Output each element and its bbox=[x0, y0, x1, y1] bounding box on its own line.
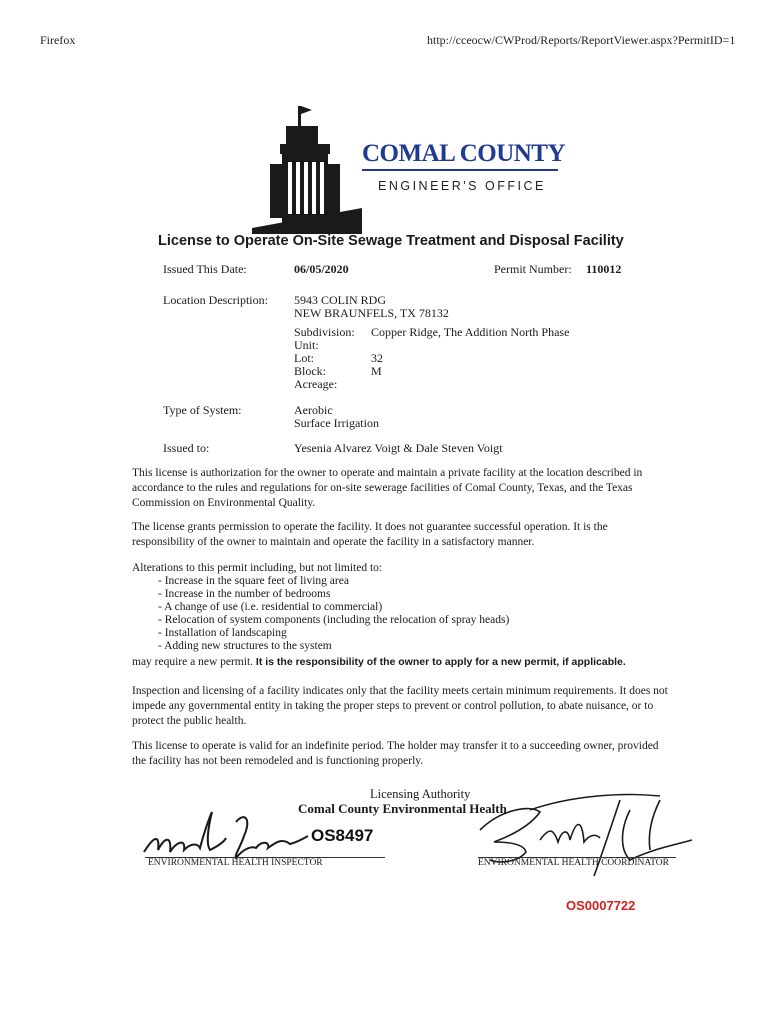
block-label: Block: bbox=[294, 364, 326, 378]
alterations-outro bbox=[132, 656, 626, 669]
issued-date-label: Issued This Date: bbox=[163, 262, 247, 276]
authority-name: Comal County Environmental Health bbox=[298, 801, 507, 816]
authority-label: Licensing Authority bbox=[370, 787, 471, 801]
subdivision-label: Subdivision: bbox=[294, 325, 355, 339]
list-item: - Increase in the number of bedrooms bbox=[158, 588, 331, 600]
alterations-outro-text: may require a new permit. bbox=[132, 656, 254, 668]
subdivision-value: Copper Ridge, The Addition North Phase bbox=[371, 325, 570, 339]
logo-divider bbox=[362, 169, 558, 171]
inspector-code: OS8497 bbox=[311, 826, 374, 845]
permit-number-label: Permit Number: bbox=[494, 262, 572, 276]
permit-number-value: 110012 bbox=[586, 262, 622, 276]
alterations-bold-note: It is the responsibility of the owner to apply for a new permit, if applicable. bbox=[255, 656, 626, 668]
list-item: - Installation of landscaping bbox=[158, 627, 287, 639]
list-item: - A change of use (i.e. residential to commercial) bbox=[158, 601, 383, 613]
address-line-2: NEW BRAUNFELS, TX 78132 bbox=[294, 306, 449, 320]
acreage-label: Acreage: bbox=[294, 377, 338, 391]
paragraph-validity: This license to operate is valid for an indefinite period. The holder may transfer it to a succeeding owner, provided the facility has not been remodeled and is functioning properly. bbox=[132, 740, 659, 767]
system-type-label: Type of System: bbox=[163, 403, 242, 417]
issued-to-label: Issued to: bbox=[163, 441, 210, 455]
inspector-title: ENVIRONMENTAL HEALTH INSPECTOR bbox=[148, 858, 323, 868]
list-item: - Relocation of system components (including the relocation of spray heads) bbox=[158, 614, 510, 626]
list-item: - Adding new structures to the system bbox=[158, 640, 332, 652]
coordinator-title: ENVIRONMENTAL HEALTH COORDINATOR bbox=[478, 858, 669, 868]
logo-subtitle: ENGINEER'S OFFICE bbox=[378, 179, 546, 193]
lot-value: 32 bbox=[371, 351, 383, 365]
unit-label: Unit: bbox=[294, 338, 319, 352]
document-heading: License to Operate On-Site Sewage Treatment and Disposal Facility bbox=[158, 233, 624, 249]
paragraph-inspection: Inspection and licensing of a facility indicates only that the facility meets certain minimum requirements. It does not impede any governmental entity in taking the proper steps to prevent or control pollution, to abate nuisance, or to protect the public health. bbox=[132, 685, 668, 727]
alterations-intro: Alterations to this permit including, but not limited to: bbox=[132, 562, 383, 574]
address-line-1: 5943 COLIN RDG bbox=[294, 293, 386, 307]
system-type-line-2: Surface Irrigation bbox=[294, 416, 379, 430]
browser-name: Firefox bbox=[40, 33, 76, 47]
logo-title: COMAL COUNTY bbox=[362, 140, 566, 167]
lot-label: Lot: bbox=[294, 351, 314, 365]
paragraph-authorization: This license is authorization for the owner to operate and maintain a private facility at the location described in accordance to the rules and regulations for on-site sewerage facilities of Comal County, Texas, and the Texas Commission on Environmental Quality. bbox=[132, 467, 643, 509]
courthouse-logo-icon bbox=[252, 104, 362, 234]
page-url: http://cceocw/CWProd/Reports/ReportViewer.aspx?PermitID=1 bbox=[427, 33, 736, 47]
issued-date-value: 06/05/2020 bbox=[294, 262, 349, 276]
list-item: - Increase in the square feet of living area bbox=[158, 575, 349, 587]
alterations-list bbox=[158, 575, 509, 653]
stamp-number: OS0007722 bbox=[566, 898, 636, 913]
location-label: Location Description: bbox=[163, 293, 268, 307]
issued-to-value: Yesenia Alvarez Voigt & Dale Steven Voigt bbox=[294, 441, 503, 455]
paragraph-permission: The license grants permission to operate the facility. It does not guarantee successful operation. It is the responsibility of the owner to maintain and operate the facility in a satisfactory manner. bbox=[132, 521, 608, 548]
block-value: M bbox=[371, 364, 382, 378]
system-type-line-1: Aerobic bbox=[294, 403, 333, 417]
